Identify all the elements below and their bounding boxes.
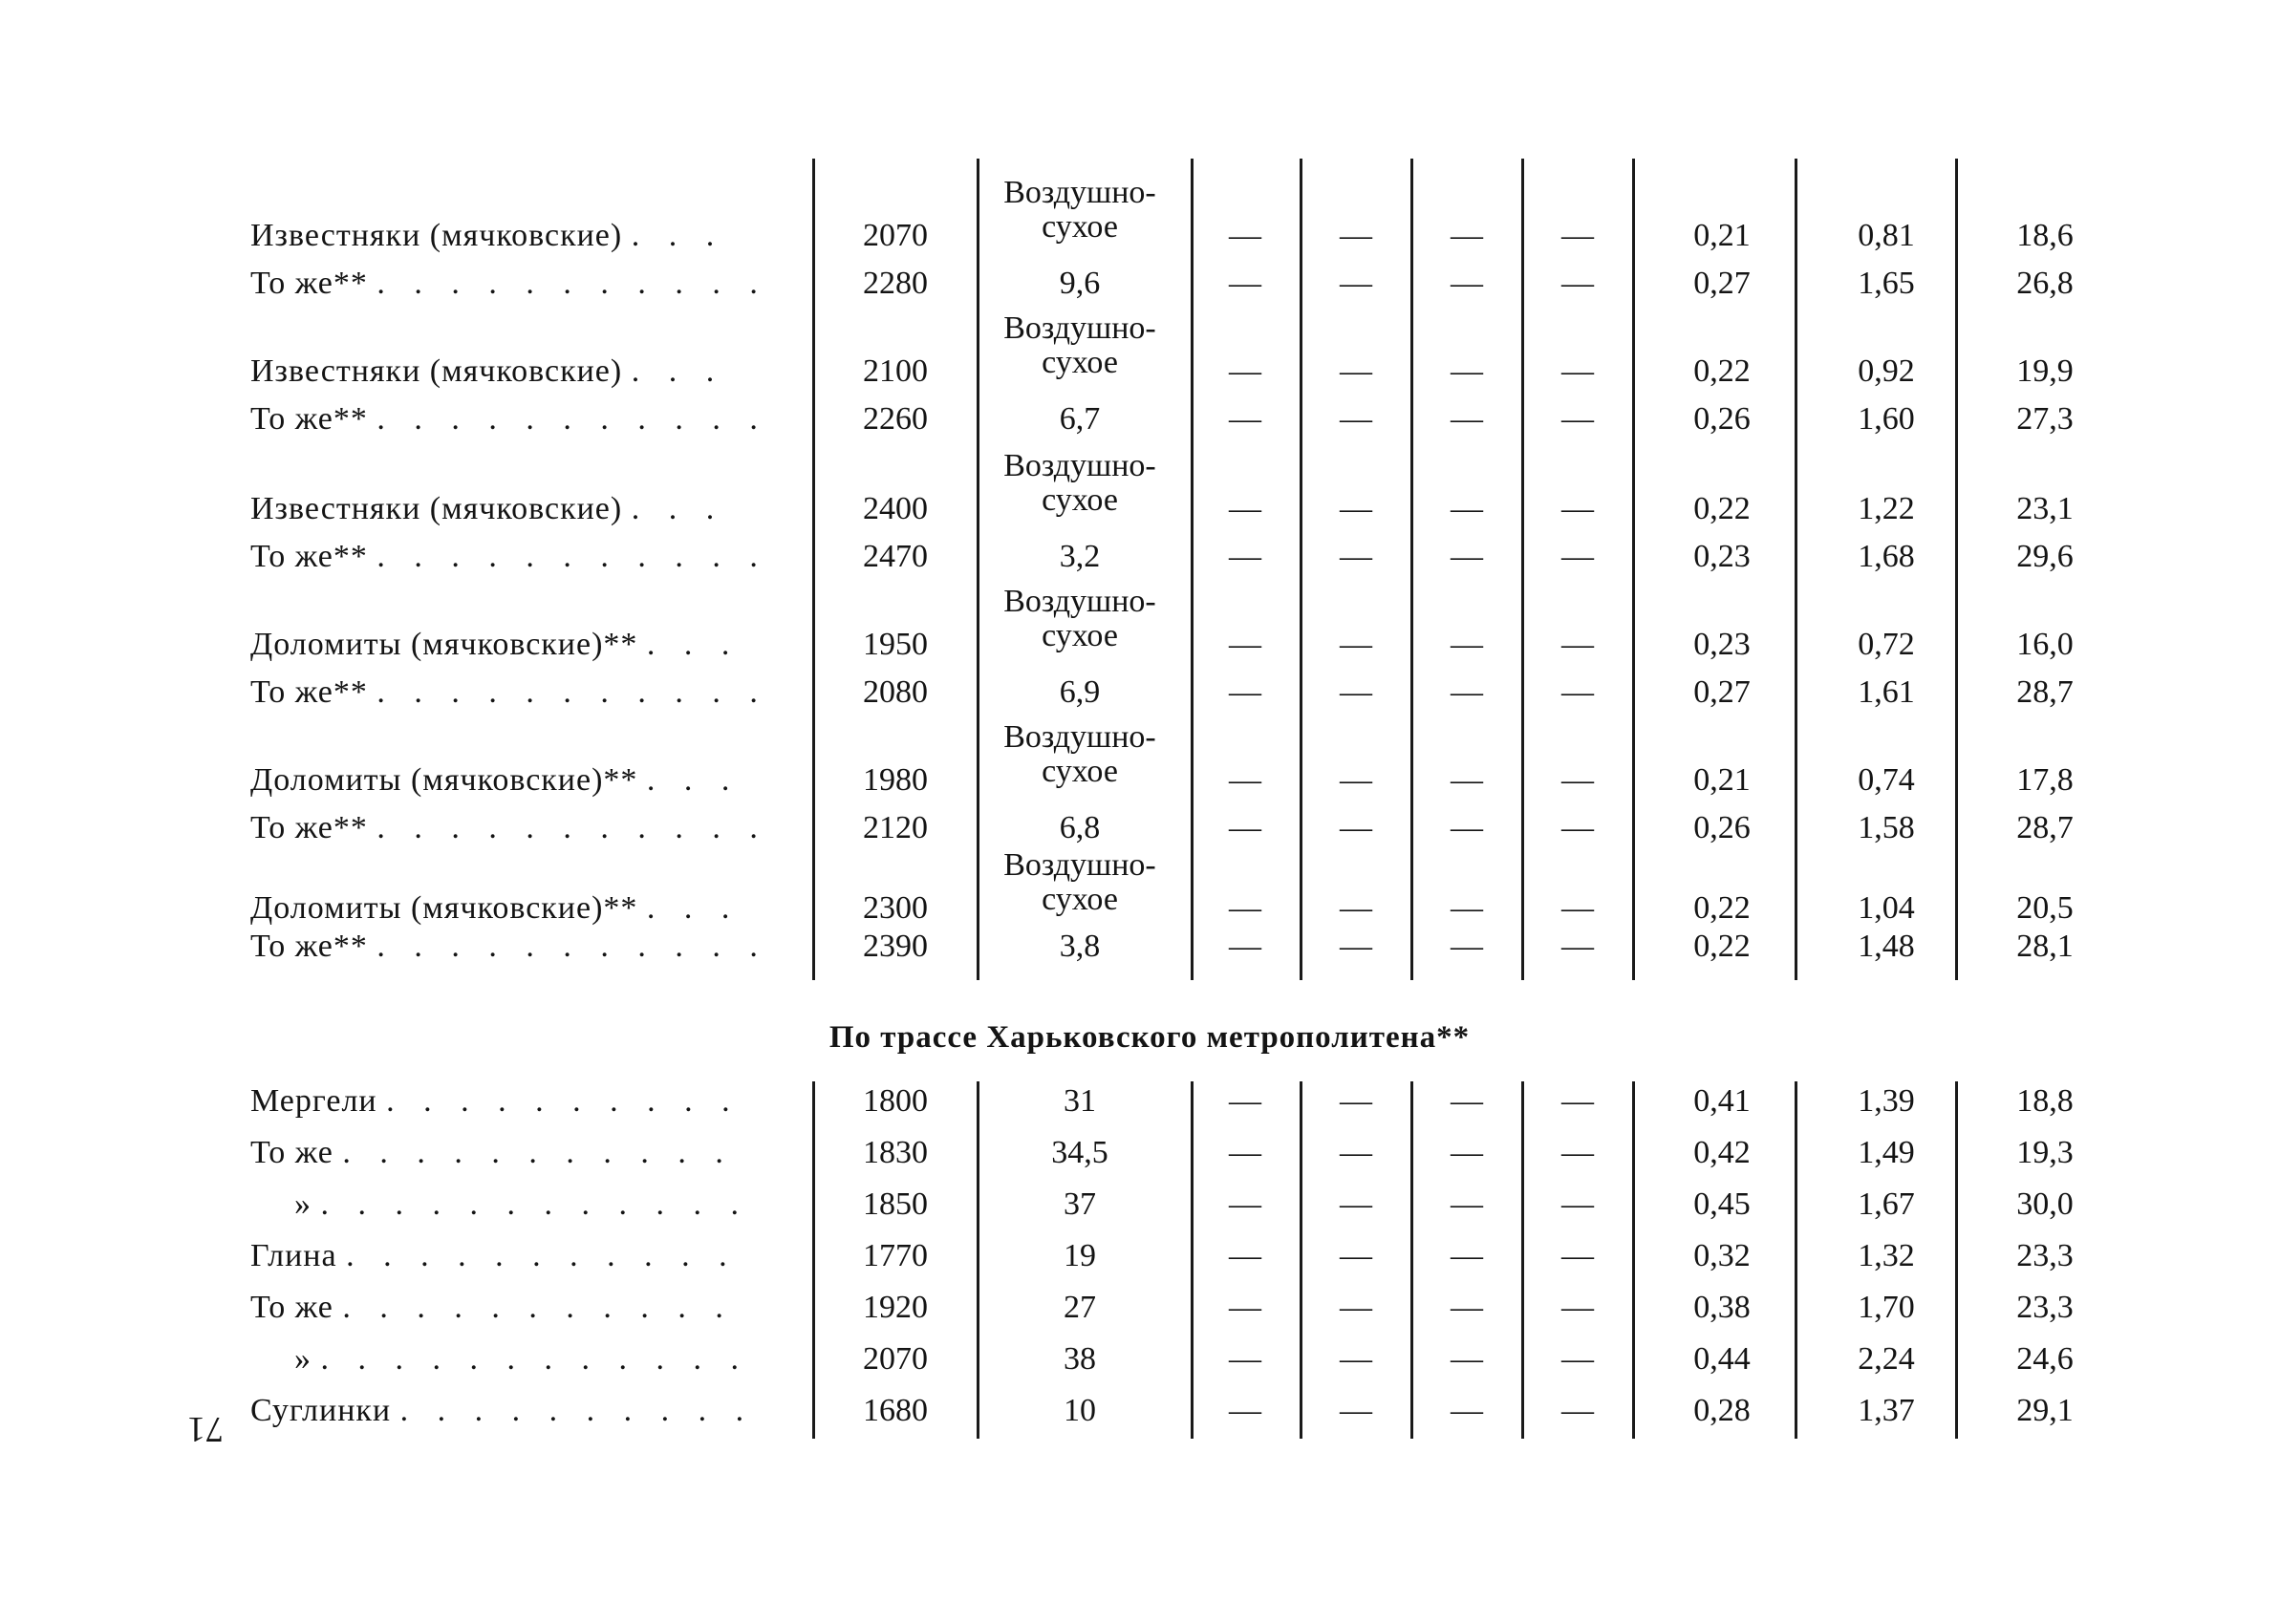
value-cell-v2: 1,65 — [1858, 266, 1915, 301]
table-row — [0, 448, 2280, 539]
value-cell-v1: 0,21 — [1693, 218, 1751, 253]
column-rule — [1521, 159, 1524, 980]
dash-cell: — — [1340, 762, 1372, 798]
value-cell-v1: 0,26 — [1693, 810, 1751, 845]
table-row — [0, 719, 2280, 810]
dash-cell: — — [1451, 1186, 1483, 1222]
column-rule — [1632, 159, 1635, 980]
dash-cell: — — [1229, 1186, 1261, 1222]
column-rule — [812, 159, 815, 980]
row-name-text: Известняки (мячковские) — [250, 353, 623, 389]
moisture-cell: Воздушно-сухое — [1003, 310, 1156, 380]
table-row — [0, 1186, 2280, 1234]
value-cell-v1: 0,22 — [1693, 353, 1751, 389]
dash-cell: — — [1340, 1290, 1372, 1325]
dash-cell: — — [1229, 890, 1261, 926]
column-rule — [812, 1081, 815, 1439]
moisture-cell: 3,8 — [1059, 929, 1101, 964]
dash-cell: — — [1451, 890, 1483, 926]
density-cell: 2300 — [863, 890, 928, 926]
leader-dots: . . . . . . . . . . . — [376, 929, 768, 964]
value-cell-v2: 1,32 — [1858, 1238, 1915, 1273]
dash-cell: — — [1229, 810, 1261, 845]
table-row — [0, 539, 2280, 587]
value-cell-v1: 0,41 — [1693, 1083, 1751, 1119]
dash-cell: — — [1451, 1083, 1483, 1119]
dash-cell: — — [1229, 401, 1261, 437]
leader-dots: . . . — [631, 218, 725, 253]
value-cell-v2: 1,04 — [1858, 890, 1915, 926]
row-name-text: Суглинки — [250, 1393, 392, 1428]
value-cell-v3: 23,3 — [2016, 1238, 2074, 1273]
dash-cell: — — [1451, 1341, 1483, 1377]
column-rule — [1521, 1081, 1524, 1439]
section-heading: По трассе Харьковского метрополитена** — [828, 1020, 1471, 1055]
value-cell-v1: 0,44 — [1693, 1341, 1751, 1377]
dash-cell: — — [1340, 890, 1372, 926]
dash-cell: — — [1451, 1290, 1483, 1325]
dash-cell: — — [1340, 218, 1372, 253]
value-cell-v2: 1,39 — [1858, 1083, 1915, 1119]
moisture-cell: Воздушно-сухое — [1003, 847, 1156, 917]
density-cell: 1830 — [863, 1135, 928, 1170]
dash-cell: — — [1340, 1341, 1372, 1377]
dash-cell: — — [1561, 762, 1594, 798]
dash-cell: — — [1451, 1393, 1483, 1428]
table-row — [0, 1393, 2280, 1441]
value-cell-v3: 28,1 — [2016, 929, 2074, 964]
value-cell-v2: 1,67 — [1858, 1186, 1915, 1222]
column-rule — [1191, 1081, 1194, 1439]
dash-cell: — — [1340, 674, 1372, 710]
moisture-cell: 19 — [1064, 1238, 1096, 1273]
density-cell: 2070 — [863, 218, 928, 253]
value-cell-v2: 1,70 — [1858, 1290, 1915, 1325]
dash-cell: — — [1340, 810, 1372, 845]
dash-cell: — — [1229, 218, 1261, 253]
row-name-text: То же** — [250, 674, 368, 710]
row-name — [250, 674, 795, 711]
value-cell-v3: 28,7 — [2016, 810, 2074, 845]
row-name-text: То же** — [250, 810, 368, 845]
dash-cell: — — [1451, 353, 1483, 389]
density-cell: 1770 — [863, 1238, 928, 1273]
row-name-text: То же** — [250, 539, 368, 574]
value-cell-v3: 26,8 — [2016, 266, 2074, 301]
dash-cell: — — [1340, 627, 1372, 662]
dash-cell: — — [1451, 266, 1483, 301]
dash-cell: — — [1451, 674, 1483, 710]
value-cell-v1: 0,27 — [1693, 266, 1751, 301]
value-cell-v3: 29,6 — [2016, 539, 2074, 574]
dash-cell: — — [1340, 1083, 1372, 1119]
moisture-cell: Воздушно-сухое — [1003, 448, 1156, 518]
value-cell-v1: 0,23 — [1693, 627, 1751, 662]
moisture-cell: 38 — [1064, 1341, 1096, 1377]
column-rule — [1795, 159, 1797, 980]
dash-cell: — — [1561, 1238, 1594, 1273]
value-cell-v3: 24,6 — [2016, 1341, 2074, 1377]
column-rule — [1300, 159, 1302, 980]
dash-cell: — — [1561, 401, 1594, 437]
dash-cell: — — [1561, 353, 1594, 389]
value-cell-v2: 0,74 — [1858, 762, 1915, 798]
dash-cell: — — [1340, 266, 1372, 301]
dash-cell: — — [1561, 1135, 1594, 1170]
column-rule — [977, 159, 979, 980]
row-name-text: То же — [250, 1290, 333, 1325]
value-cell-v3: 19,9 — [2016, 353, 2074, 389]
dash-cell: — — [1561, 1341, 1594, 1377]
value-cell-v2: 1,49 — [1858, 1135, 1915, 1170]
moisture-cell: 6,9 — [1059, 674, 1101, 710]
row-name-text: То же — [250, 1135, 333, 1170]
value-cell-v3: 23,1 — [2016, 491, 2074, 526]
dash-cell: — — [1561, 1186, 1594, 1222]
row-name-text: Мергели — [250, 1083, 377, 1119]
dash-cell: — — [1340, 491, 1372, 526]
value-cell-v1: 0,26 — [1693, 401, 1751, 437]
density-cell: 1980 — [863, 762, 928, 798]
value-cell-v1: 0,32 — [1693, 1238, 1751, 1273]
dash-cell: — — [1340, 401, 1372, 437]
value-cell-v2: 1,48 — [1858, 929, 1915, 964]
row-name-text: Известняки (мячковские) — [250, 491, 623, 526]
density-cell: 1850 — [863, 1186, 928, 1222]
row-name — [250, 890, 795, 927]
row-name-text: » — [294, 1186, 312, 1222]
dash-cell: — — [1561, 627, 1594, 662]
value-cell-v1: 0,42 — [1693, 1135, 1751, 1170]
density-cell: 2080 — [863, 674, 928, 710]
dash-cell: — — [1561, 929, 1594, 964]
value-cell-v1: 0,23 — [1693, 539, 1751, 574]
moisture-cell: 31 — [1064, 1083, 1096, 1119]
dash-cell: — — [1340, 1186, 1372, 1222]
density-cell: 1680 — [863, 1393, 928, 1428]
row-name-text: Доломиты (мячковские)** — [250, 762, 638, 798]
table-row — [0, 401, 2280, 449]
value-cell-v1: 0,45 — [1693, 1186, 1751, 1222]
dash-cell: — — [1229, 1238, 1261, 1273]
moisture-cell: 6,8 — [1059, 810, 1101, 845]
table-row — [0, 266, 2280, 313]
value-cell-v1: 0,28 — [1693, 1393, 1751, 1428]
row-name — [250, 1135, 795, 1171]
column-rule — [1191, 159, 1194, 980]
dash-cell: — — [1561, 1393, 1594, 1428]
value-cell-v2: 0,92 — [1858, 353, 1915, 389]
row-name — [250, 1341, 795, 1378]
table-row — [0, 1290, 2280, 1337]
leader-dots: . . . — [646, 762, 741, 798]
value-cell-v1: 0,21 — [1693, 762, 1751, 798]
density-cell: 2470 — [863, 539, 928, 574]
moisture-cell: Воздушно-сухое — [1003, 175, 1156, 245]
column-rule — [1955, 1081, 1958, 1439]
dash-cell: — — [1340, 929, 1372, 964]
value-cell-v1: 0,38 — [1693, 1290, 1751, 1325]
table-row — [0, 175, 2280, 266]
moisture-cell: 27 — [1064, 1290, 1096, 1325]
column-rule — [1300, 1081, 1302, 1439]
dash-cell: — — [1561, 890, 1594, 926]
leader-dots: . . . . . . . . . . . — [376, 810, 768, 845]
density-cell: 2400 — [863, 491, 928, 526]
dash-cell: — — [1229, 1083, 1261, 1119]
row-name — [250, 627, 795, 663]
value-cell-v1: 0,22 — [1693, 491, 1751, 526]
row-name — [250, 1393, 795, 1429]
value-cell-v3: 18,6 — [2016, 218, 2074, 253]
dash-cell: — — [1451, 539, 1483, 574]
column-rule — [1632, 1081, 1635, 1439]
leader-dots: . . . . . . . . . . . . — [320, 1341, 749, 1377]
row-name — [250, 762, 795, 799]
density-cell: 2120 — [863, 810, 928, 845]
value-cell-v3: 29,1 — [2016, 1393, 2074, 1428]
value-cell-v1: 0,22 — [1693, 890, 1751, 926]
leader-dots: . . . . . . . . . . . — [342, 1135, 734, 1170]
dash-cell: — — [1451, 401, 1483, 437]
leader-dots: . . . . . . . . . . . — [342, 1290, 734, 1325]
dash-cell: — — [1229, 353, 1261, 389]
dash-cell: — — [1229, 929, 1261, 964]
dash-cell: — — [1229, 491, 1261, 526]
leader-dots: . . . . . . . . . . . — [376, 401, 768, 437]
row-name-text: То же** — [250, 266, 368, 301]
leader-dots: . . . — [646, 627, 741, 662]
column-rule — [1410, 1081, 1413, 1439]
row-name — [250, 218, 795, 254]
row-name-text: Доломиты (мячковские)** — [250, 890, 638, 926]
value-cell-v2: 1,22 — [1858, 491, 1915, 526]
row-name — [250, 1186, 795, 1223]
leader-dots: . . . — [646, 890, 741, 926]
dash-cell: — — [1561, 674, 1594, 710]
value-cell-v2: 1,60 — [1858, 401, 1915, 437]
table-row — [0, 1083, 2280, 1131]
dash-cell: — — [1229, 1341, 1261, 1377]
moisture-cell: 37 — [1064, 1186, 1096, 1222]
leader-dots: . . . . . . . . . . . — [376, 539, 768, 574]
dash-cell: — — [1561, 266, 1594, 301]
table-row — [0, 674, 2280, 722]
row-name — [250, 401, 795, 438]
column-rule — [1795, 1081, 1797, 1439]
table-row — [0, 584, 2280, 674]
leader-dots: . . . — [631, 491, 725, 526]
dash-cell: — — [1229, 1290, 1261, 1325]
dash-cell: — — [1451, 929, 1483, 964]
density-cell: 2100 — [863, 353, 928, 389]
value-cell-v1: 0,22 — [1693, 929, 1751, 964]
leader-dots: . . . . . . . . . . — [399, 1393, 755, 1428]
value-cell-v3: 30,0 — [2016, 1186, 2074, 1222]
value-cell-v2: 1,61 — [1858, 674, 1915, 710]
dash-cell: — — [1561, 491, 1594, 526]
dash-cell: — — [1340, 1135, 1372, 1170]
value-cell-v2: 1,37 — [1858, 1393, 1915, 1428]
table-row — [0, 310, 2280, 401]
dash-cell: — — [1451, 218, 1483, 253]
column-rule — [977, 1081, 979, 1439]
moisture-cell: 9,6 — [1059, 266, 1101, 301]
value-cell-v3: 23,3 — [2016, 1290, 2074, 1325]
row-name-text: Известняки (мячковские) — [250, 218, 623, 253]
leader-dots: . . . . . . . . . . . — [376, 266, 768, 301]
value-cell-v1: 0,27 — [1693, 674, 1751, 710]
density-cell: 2280 — [863, 266, 928, 301]
value-cell-v2: 1,58 — [1858, 810, 1915, 845]
dash-cell: — — [1229, 539, 1261, 574]
density-cell: 2070 — [863, 1341, 928, 1377]
dash-cell: — — [1451, 1135, 1483, 1170]
dash-cell: — — [1561, 810, 1594, 845]
dash-cell: — — [1229, 674, 1261, 710]
leader-dots: . . . . . . . . . . . . — [320, 1186, 749, 1222]
row-name-text: То же** — [250, 929, 368, 964]
table-row — [0, 1341, 2280, 1389]
row-name-text: Доломиты (мячковские)** — [250, 627, 638, 662]
dash-cell: — — [1340, 1393, 1372, 1428]
value-cell-v3: 18,8 — [2016, 1083, 2074, 1119]
moisture-cell: 3,2 — [1059, 539, 1101, 574]
dash-cell: — — [1451, 810, 1483, 845]
table-row — [0, 1135, 2280, 1183]
dash-cell: — — [1561, 1290, 1594, 1325]
row-name — [250, 353, 795, 390]
dash-cell: — — [1340, 539, 1372, 574]
leader-dots: . . . . . . . . . . . — [346, 1238, 738, 1273]
row-name-text: Глина — [250, 1238, 337, 1273]
density-cell: 1800 — [863, 1083, 928, 1119]
row-name — [250, 1083, 795, 1120]
dash-cell: — — [1229, 1393, 1261, 1428]
moisture-cell: 10 — [1064, 1393, 1096, 1428]
density-cell: 1920 — [863, 1290, 928, 1325]
row-name — [250, 1290, 795, 1326]
row-name — [250, 266, 795, 302]
value-cell-v3: 19,3 — [2016, 1135, 2074, 1170]
row-name — [250, 810, 795, 846]
value-cell-v2: 0,72 — [1858, 627, 1915, 662]
value-cell-v3: 20,5 — [2016, 890, 2074, 926]
dash-cell: — — [1229, 1135, 1261, 1170]
row-name-text: То же** — [250, 401, 368, 437]
leader-dots: . . . — [631, 353, 725, 389]
moisture-cell: Воздушно-сухое — [1003, 584, 1156, 653]
dash-cell: — — [1229, 266, 1261, 301]
value-cell-v2: 1,68 — [1858, 539, 1915, 574]
row-name — [250, 1238, 795, 1274]
dash-cell: — — [1561, 539, 1594, 574]
table-row — [0, 1238, 2280, 1286]
moisture-cell: 34,5 — [1051, 1135, 1108, 1170]
table-row — [0, 929, 2280, 976]
moisture-cell: Воздушно-сухое — [1003, 719, 1156, 789]
dash-cell: — — [1340, 353, 1372, 389]
row-name — [250, 491, 795, 527]
leader-dots: . . . . . . . . . . — [386, 1083, 741, 1119]
dash-cell: — — [1229, 762, 1261, 798]
dash-cell: — — [1451, 627, 1483, 662]
dash-cell: — — [1451, 762, 1483, 798]
row-name-text: » — [294, 1341, 312, 1377]
leader-dots: . . . . . . . . . . . — [376, 674, 768, 710]
density-cell: 1950 — [863, 627, 928, 662]
column-rule — [1955, 159, 1958, 980]
dash-cell: — — [1561, 1083, 1594, 1119]
value-cell-v3: 28,7 — [2016, 674, 2074, 710]
value-cell-v2: 0,81 — [1858, 218, 1915, 253]
row-name — [250, 539, 795, 575]
value-cell-v3: 17,8 — [2016, 762, 2074, 798]
value-cell-v2: 2,24 — [1858, 1341, 1915, 1377]
dash-cell: — — [1451, 1238, 1483, 1273]
column-rule — [1410, 159, 1413, 980]
dash-cell: — — [1451, 491, 1483, 526]
dash-cell: — — [1229, 627, 1261, 662]
value-cell-v3: 27,3 — [2016, 401, 2074, 437]
page-number: 71 — [187, 1409, 224, 1449]
density-cell: 2390 — [863, 929, 928, 964]
value-cell-v3: 16,0 — [2016, 627, 2074, 662]
dash-cell: — — [1561, 218, 1594, 253]
dash-cell: — — [1340, 1238, 1372, 1273]
row-name — [250, 929, 795, 965]
moisture-cell: 6,7 — [1059, 401, 1101, 437]
density-cell: 2260 — [863, 401, 928, 437]
